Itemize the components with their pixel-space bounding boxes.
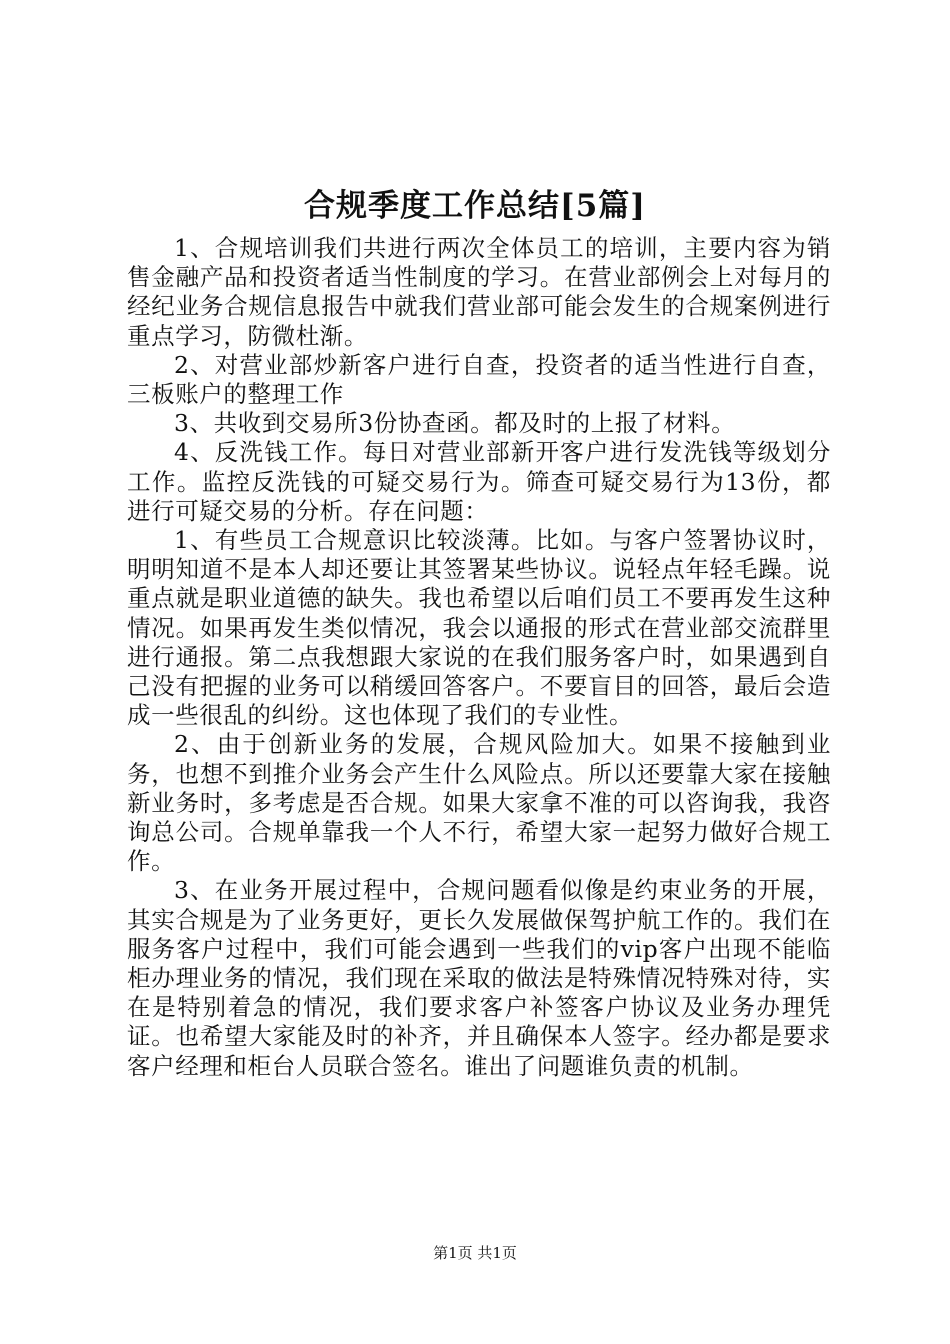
paragraph-5: 1、有些员工合规意识比较淡薄。比如。与客户签署协议时，明明知道不是本人却还要让其签署某些协议。说轻点年轻毛躁。说重点就是职业道德的缺失。我也希望以后咱们员工不要再发生这种情况。如果再发生类似情况，我会以通报的形式在营业部交流群里进行通报。第二点我想跟大家说的在我们服务客户时，如果遇到自己没有把握的业务可以稍缓回答客户。不要盲目的回答，最后会造成一些很乱的纠纷。这也体现了我们的专业性。 [127,526,831,730]
paragraph-2: 2、对营业部炒新客户进行自查，投资者的适当性进行自查，三板账户的整理工作 [127,350,831,409]
paragraph-6: 2、由于创新业务的发展，合规风险加大。如果不接触到业务，也想不到推介业务会产生什么风险点。所以还要靠大家在接触新业务时，多考虑是否合规。如果大家拿不准的可以咨询我，我咨询总公司。合规单靠我一个人不行，希望大家一起努力做好合规工作。 [127,730,831,876]
paragraph-3: 3、共收到交易所3份协查函。都及时的上报了材料。 [174,409,736,438]
paragraph-1: 1、合规培训我们共进行两次全体员工的培训，主要内容为销售金融产品和投资者适当性制度的学习。在营业部例会上对每月的经纪业务合规信息报告中就我们营业部可能会发生的合规案例进行重点学习，防微杜渐。 [127,234,831,350]
document-title: 合规季度工作总结[5篇] [304,188,646,224]
paragraph-7: 3、在业务开展过程中，合规问题看似像是约束业务的开展，其实合规是为了业务更好，更长久发展做保驾护航工作的。我们在服务客户过程中，我们可能会遇到一些我们的vip客户出现不能临柜办理业务的情况，我们现在采取的做法是特殊情况特殊对待，实在是特别着急的情况，我们要求客户补签客户协议及业务办理凭证。也希望大家能及时的补齐，并且确保本人签字。经办都是要求客户经理和柜台人员联合签名。谁出了问题谁负责的机制。 [127,876,831,1080]
document-body [127,234,831,1081]
page-footer: 第1页 共1页 [433,1244,517,1262]
paragraph-4: 4、反洗钱工作。每日对营业部新开客户进行发洗钱等级划分工作。监控反洗钱的可疑交易行为。筛查可疑交易行为13份，都进行可疑交易的分析。存在问题： [127,438,831,525]
